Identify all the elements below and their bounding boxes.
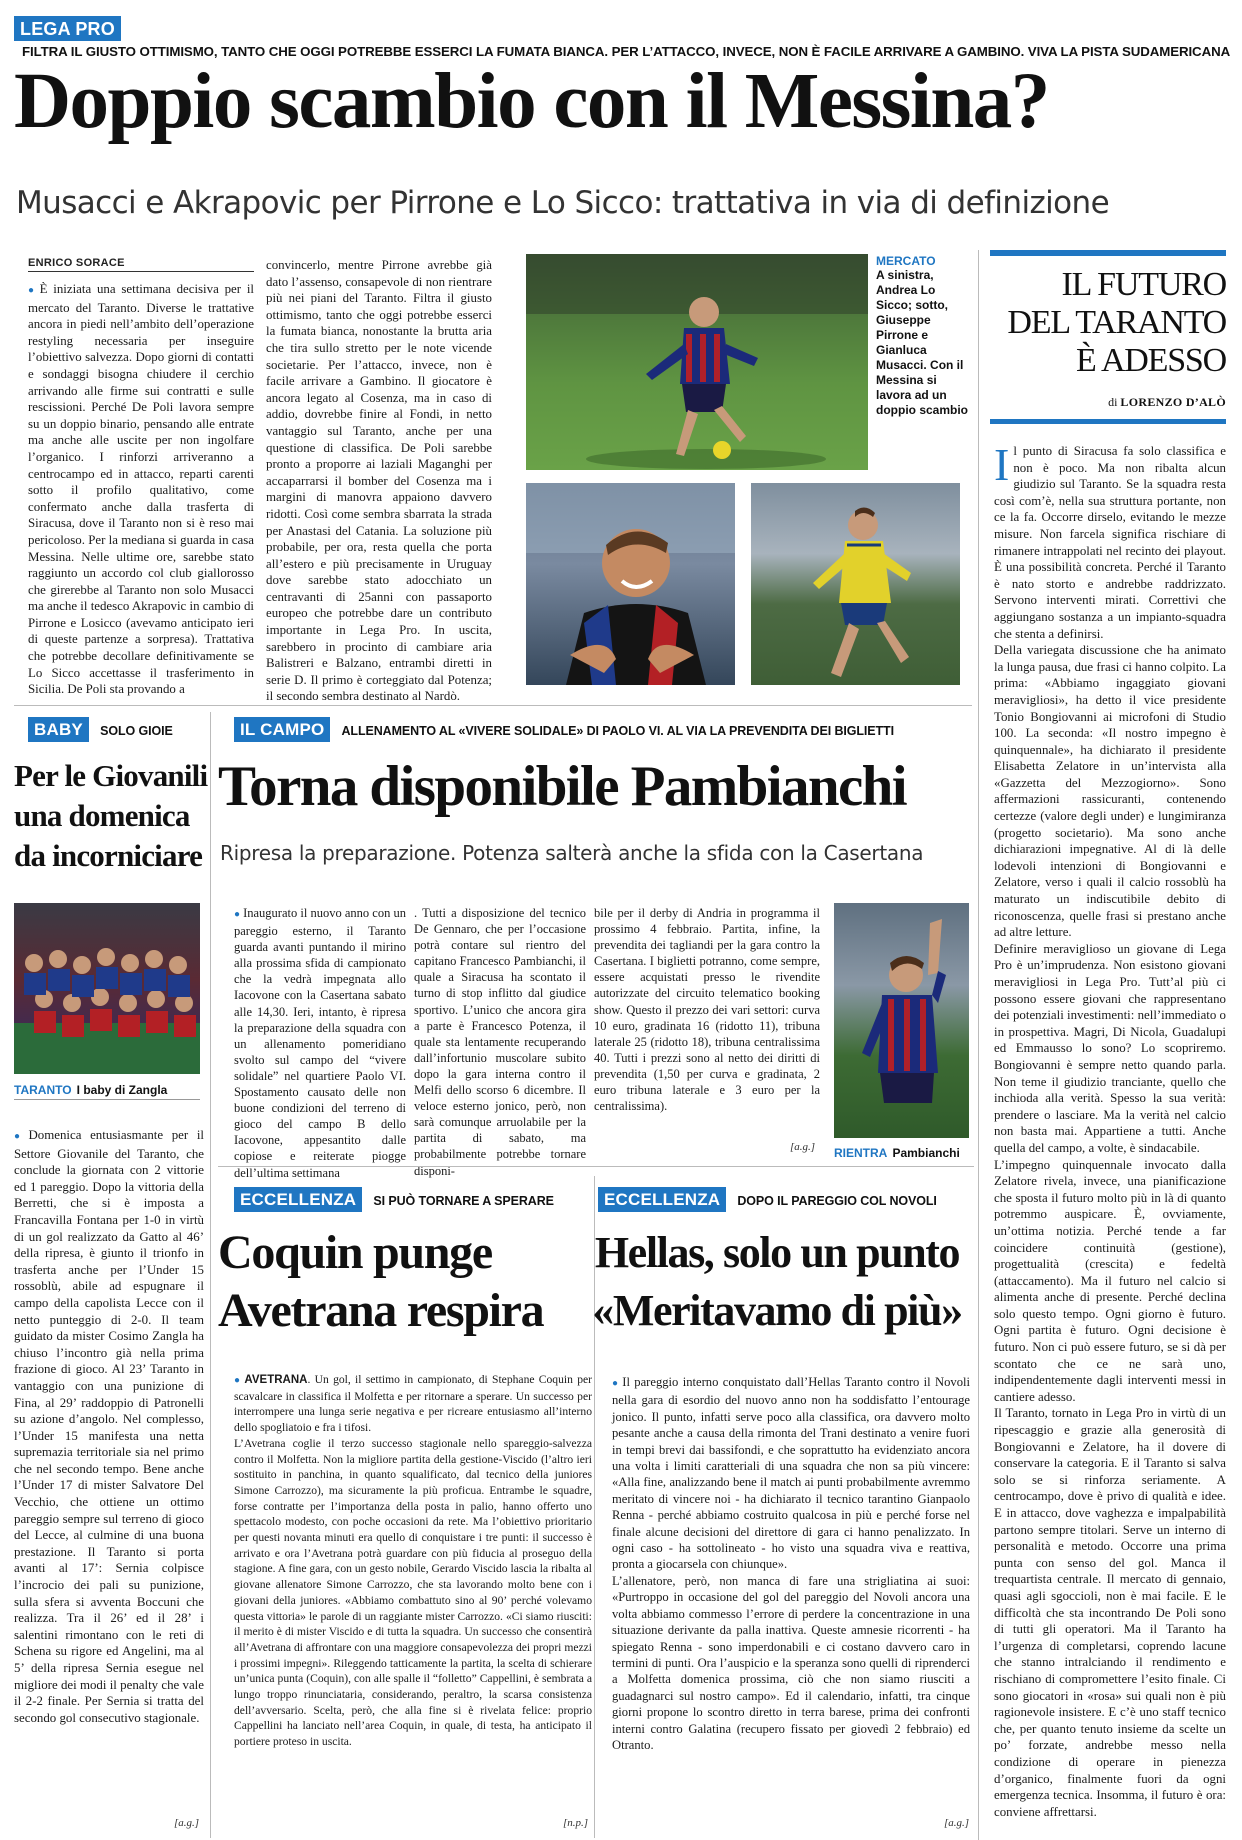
campo-subheadline: Ripresa la preparazione. Potenza salterà anche la sfida con la Casertana	[220, 841, 924, 865]
coquin-kicker: SI PUÒ TORNARE A SPERARE	[373, 1194, 554, 1208]
hellas-body: ● Il pareggio interno conquistato dall’Hellas Taranto contro il Novoli nella gara di esordio del nuovo anno non ha soddisfatto l’entourage jonico. Il punto, infatti serve poco alla classifica, ora davvero molto pesante anche a causa della rimonta del Trani destinato a venire fuori in tempi brevi dai bassifondi, e che soprattutto ha evidenziato ancora una volta i limiti caratteriali di una squadra che non sa più vincere: «Alla fine, analizzando bene il match ai punti probabilmente avremmo meritato di vincere noi - ha dichiarato il tecnico tarantino Gianpaolo Renna - perché abbiamo costruito qualcosa in più e perché forse nel finale alcune decisioni del direttore di gara ci hanno penalizzato. In ogni caso - ha sottolineato - ho visto una squadra viva e reattiva, pronta a giocarsela con chiunque». L’allenatore, però, non manca di fare una strigliatina ai suoi: «Purtroppo in occasione del gol del pareggio del Novoli ancora una volta abbiamo commesso l’errore di perdere la concentrazione in una situazione derivante da palla inattiva. Queste amnesie ricorrenti - ha spiegato Renna - sono imperdonabili e ci costano davvero caro in termini di punti. Ora l’auspicio e la speranza sono quelli di riprenderci a Molfetta domenica prossima, ciò che non siamo riusciti a guadagnarci sul nostro campo». Ed il calendario, infatti, tra cinque giorni propone lo scontro diretto in terra barese, prima dei confronti interni contro Galatina (recupero fissato per giovedì 2 febbraio) ed Otranto.	[612, 1375, 970, 1752]
pambianchi-caption: RIENTRA Pambianchi	[834, 1146, 960, 1160]
section-rule	[14, 705, 972, 706]
photo-baby-team	[14, 903, 200, 1074]
top-col-2: convincerlo, mentre Pirrone avrebbe già dato l’assenso, consapevole di non rientrare più nei piani del Taranto. Filtra il giusto ottimismo, tanto che oggi potrebbe esserci la fumata bianca, nonostante la brutta aria che tira sullo stretto per le note vicende societarie. Per l’attacco, invece, non è facile arrivare a Gambino. Il giocatore è ancora legato al Cosenza, ma in caso di addio, dovrebbe finire al Fondi, in netto vantaggio sul Taranto, anche per una questione di classifica. De Poli sarebbe pronto a proporre ai laziali Maganghi per accaparrarsi il bomber del Cosenza ma i margini di manovra appaiono davvero ridotti. Così come sembra sbarrata la strada per Anastasi del Catania. La soluzione più probabile, per ora, resta quella che porta all’estero e più precisamente in Uruguay dove sarebbe stato adocchiato un centravanti di 25anni con passaporto europeo che potrebbe dare un contributo importante in Lega Pro. In uscita, sarebbero in procinto di cambiare aria Balistreri e Balzano, entrambi diretti in serie D. Il primo è corteggiato dal Potenza; il secondo sembra destinato al Nardò.	[266, 258, 492, 704]
photo-musacci	[751, 483, 960, 685]
main-subheadline: Musacci e Akrapovic per Pirrone e Lo Sicco: trattativa in via di definizione	[16, 185, 1110, 221]
coquin-badge: ECCELLENZA	[234, 1187, 362, 1212]
byline: ENRICO SORACE	[28, 257, 125, 269]
coquin-signature: [n.p.]	[563, 1817, 589, 1829]
bullet-icon: ●	[612, 1378, 620, 1389]
baby-rule	[14, 1099, 200, 1100]
hellas-headline: Hellas, solo un punto «Meritavamo di più»	[592, 1228, 962, 1335]
campo-headline: Torna disponibile Pambianchi	[218, 755, 906, 818]
campo-kicker-row	[234, 717, 974, 742]
campo-col-1: ● Inaugurato il nuovo anno con un pareggio esterno, il Taranto guarda avanti puntando il mirino alla prossima sfida di campionato che la vedrà impegnata allo Iacovone con la Casertana sabato alle 14,30. Ieri, intanto, è ripresa la preparazione della squadra con un allenamento pomeridiano svolto sul campo del “vivere solidale” nel quartiere Paolo VI. Spostamento causato delle non buone condizioni del terreno di gioco del campo B dello Iacovone, appesantito dalle copiose e reiterate piogge dell’ultima settimana	[234, 906, 407, 1180]
coquin-kicker-row	[234, 1187, 594, 1212]
bullet-icon: ●	[234, 1375, 242, 1386]
top-col-1: ● È iniziata una settimana decisiva per il mercato del Taranto. Diverse le trattative ancora in piedi nell’ambito dell’operazione restyling necessaria per inseguire l’obiettivo salvezza. Dopo giorni di contatti e sondaggi bisogna chiudere il cerchio arrivando alle firme sui contratti e sulle rescissioni. Perché De Poli lavora sempre su un doppio binario, pensando alle entrate ma anche alle uscite per non ingolfare l’organico. I rinforzi arriveranno a centrocampo ed in attacco, reparti carenti sotto il profilo qualitativo, come confermato anche dalla trasferta di Siracusa, dove il Taranto non si è reso mai pericoloso. Per la mediana si guarda in casa Messina. Nelle ultime ore, sarebbe stato raggiunto un accordo col club giallorosso che girerebbe al Taranto non solo Musacci ma anche il tedesco Akrapovic in cambio di Pirrone e Losicco (avevamo anticipato ieri di queste partenze a sorpresa). Trattativa che potrebbe decollare definitivamente se Lo Sicco accettasse il trasferimento in Sicilia. De Poli sta provando a	[28, 282, 254, 697]
bullet-icon: ●	[28, 285, 37, 296]
hellas-badge: ECCELLENZA	[598, 1187, 726, 1212]
baby-headline: Per le Giovanili una domenica da incorniciare	[14, 758, 208, 873]
editorial-top-bar	[990, 250, 1226, 256]
dropcap: I	[994, 439, 1010, 490]
bullet-icon: ●	[14, 1131, 26, 1142]
campo-col-2: . Tutti a disposizione del tecnico De Gennaro, che per l’occasione potrà contare sul rientro del capitano Francesco Pambianchi, il quale a Siracusa ha scontato il turno di stop inflitto dal giudice sportivo. L’unico che ancora gira a parte è Francesco Potenza, il quale sta lentamente recuperando dall’infortunio muscolare subito dopo la gara interna contro il Melfi dello scorso 6 dicembre. Il veloce esterno jonico, però, non sarà comunque arruolabile per la partita di sabato, ma probabilmente potrebbe tornare disponi-	[414, 906, 586, 1178]
bullet-icon: ●	[234, 909, 241, 920]
photo-caption-mercato	[876, 254, 974, 474]
byline-rule	[28, 271, 254, 272]
column-rule-left	[210, 712, 211, 1838]
hellas-signature: [a.g.]	[944, 1817, 970, 1829]
caption-label: MERCATO	[876, 254, 936, 268]
editorial-byline: di LORENZO D’ALÒ	[1108, 395, 1226, 409]
photo-pambianchi	[834, 903, 969, 1138]
kicker: FILTRA IL GIUSTO OTTIMISMO, TANTO CHE OGGI POTREBBE ESSERCI LA FUMATA BIANCA. PER L’ATTACCO, INVECE, NON È FACILE ARRIVARE A GAMBINO. VIVA LA PISTA SUDAMERICANA	[22, 44, 1231, 59]
coquin-headline: Coquin punge Avetrana respira	[218, 1226, 544, 1337]
campo-kicker: ALLENAMENTO AL «VIVERE SOLIDALE» DI PAOLO VI. AL VIA LA PREVENDITA DEI BIGLIETTI	[341, 724, 894, 738]
baby-photo-caption: TARANTO I baby di Zangla	[14, 1083, 168, 1097]
main-headline: Doppio scambio con il Messina?	[14, 58, 1049, 145]
hellas-kicker-row	[598, 1187, 974, 1212]
editorial-title: IL FUTURO DEL TARANTO È ADESSO	[1007, 266, 1226, 379]
photo-pirrone	[526, 483, 735, 685]
coquin-body: ● AVETRANA. Un gol, il settimo in campionato, di Stephane Coquin per scavalcare in classifica il Molfetta e per ritornare a sperare. Un successo per interrompere una lunga serie negativa e per ricreare entusiasmo all’interno dello spogliatoio e fra i tifosi. L’Avetrana coglie il terzo successo stagionale nello spareggio-salvezza contro il Molfetta. Non la migliore partita della gestione-Viscido (l’altro ieri sostituito in panchina, in quanto squalificato, dal tecnico della juniores Simone Carrozzo), ma sicuramente la più proficua. Entrambe le squadre, forse contratte per l’importanza della posta in palio, hanno offerto uno spettacolo modesto, con poche occasioni da rete. Ma l’obiettivo prioritario per questi novanta minuti era quello di conquistare i tre punti: il successo è arrivato e ora l’Avetrana potrà guardare con più fiducia al proseguo della stagione. A fine gara, con un gesto nobile, Gerardo Viscido lascia la ribalta al giovane allenatore Simone Carrozzo, che sta lavorando molto bene con i giovani della juniores. «Abbiamo combattuto sino al 90’ perché volevamo questa vittoria» le parole di un raggiante mister Carrozzo. «Ci siamo riusciti: il merito è di mister Viscido e di tutta la squadra. Un successo che consentirà all’Avetrana di affrontare con una maggiore consapevolezza dei propri mezzi i prossimi impegni». Rileggendo tatticamente la partita, la scelta di schierare un’unica punta (Coquin), con alle spalle il “folletto” Cappellini, è sembrata a lungo troppo rinunciataria, considerando, peraltro, la scarsa consistenza dell’avversario. Scelta, però, che alla fine si è rivelata felice: proprio Cappellini ha lanciato nell’area Coquin, in quale, di testa, ha anticipato il portiere proteso in uscita.	[234, 1373, 592, 1749]
baby-badge: BABY	[28, 717, 89, 742]
caption-text: A sinistra, Andrea Lo Sicco; sotto, Giuseppe Pirrone e Gianluca Musacci. Con il Messina si lavora ad un doppio scambio	[876, 268, 969, 417]
baby-kicker: SOLO GIOIE	[100, 724, 173, 738]
baby-body: ● Domenica entusiasmante per il Settore Giovanile del Taranto, che conclude la giornata con 2 vittorie ed 1 pareggio. Dopo la vittoria della Berretti, che si è imposta a Francavilla Fontana per 1-0 in virtù di un gol realizzato da Gatto al 46’ della ripresa, è giunto il trionfo in trasferta anche per l’Under 15 rossoblù, abile ad espugnare il campo della capolista Lecce con il netto punteggio di 2-0. Il team guidato da mister Cosimo Zangla ha chiuso l’incontro già nella prima frazione di gioco. Al 23’ Taranto in vantaggio con una punizione di Fina, al 29’ raddoppio di Patronelli su azione d’angolo. Nel complesso, l’Under 15 manifesta una netta supremazia territoriale sia nel primo che nel secondo tempo. Bene anche l’Under 17 di mister Salvatore Del Vecchio, che ottiene un ottimo pareggio sempre sul terreno di gioco del Lecce, al culmine di una buona prestazione. Il Taranto si porta avanti al 17’: Sernia colpisce l’incrocio dei pali su punizione, sulla sfera si avventa Boccuni che realizza. Tra il 26’ ed il 28’ i salentini rimontano con le reti di Schena su rigore ed Angelini, ma al 5’ della ripresa Sernia esegue nel migliore dei modi il penalty che vale il 2-2 finale. Per Sernia si tratta del secondo gol consecutivo stagionale.	[14, 1128, 204, 1725]
editorial-bottom-bar	[990, 419, 1226, 424]
baby-signature: [a.g.]	[174, 1817, 200, 1829]
section-badge: LEGA PRO	[14, 16, 121, 41]
top-kicker-row	[14, 16, 1234, 59]
hellas-kicker: DOPO IL PAREGGIO COL NOVOLI	[737, 1194, 937, 1208]
section-rule-2	[218, 1166, 974, 1167]
campo-signature: [a.g.]	[790, 1141, 816, 1153]
column-rule	[978, 250, 979, 1840]
campo-col-3: bile per il derby di Andria in programma il prossimo 4 febbraio. Partita, infine, la prevendita dei tagliandi per la gara contro la Casertana. I biglietti potranno, come sempre, essere acquistati presso le rivendite autorizzate del circuito telematico booking show. Questo il prezzo dei vari settori: curva 10 euro, gradinata 16 (ridotto 11), tribuna laterale 25 (ridotto 18), tribuna centralissima 40. Tutti i prezzi sono al netto dei diritti di prevendita (1,50 per curva e gradinata, 2 euro tribuna laterale e 3 euro per la centralissima).	[594, 906, 820, 1114]
photo-lo-sicco	[526, 254, 868, 470]
editorial-body: Il punto di Siracusa fa solo classifica e non è poco. Ma non ribalta alcun giudizio sul Taranto. Se la squadra resta così com’è, nella sua struttura portante, non ce la fa. Occorre dirselo, evitando le mezze misure. Non farcela significa rischiare di rimanere intrappolati nel recinto dei playout. È una possibilità concreta. Perché il Taranto è nato storto e andrebbe raddrizzato. Servono interventi mirati. Correttivi che aggiungano sostanza a un impianto-squadra che stenta a definirsi. Della variegata discussione che ha animato la lunga pausa, due frasi ci hanno colpito. La prima: «Abbiamo ingaggiato giovani meravigliosi», ha detto il vice presidente Tonio Bongiovanni ai microfoni di Studio 100. La seconda: «Il nostro impegno è quinquennale», ha dichiarato il presidente Elisabetta Zelatore in un’intervista alla «Gazzetta del Mezzogiorno». Sono affermazioni rassicuranti, contenendo certezze (valore degli under) e lungimiranza (progetto societario). Ma sono anche dichiarazioni impegnative. Al di là delle lodevoli intenzioni di Bongiovanni e Zelatore, verso i quali il calcio rossoblù ha maturato un indiscutibile debito di riconoscenza, quelle frasi si prestano anche ad altre letture. Definire meraviglioso un giovane di Lega Pro è un’imprudenza. Non esistono giovani meravigliosi in Lega Pro. Tutt’al più ci possono essere giovani che rappresentano dei potenziali investimenti: nell’immediato o in prospettiva. Magri, Di Nicola, Guadalupi ed Emmausso lo sono? Lo scopriremo. Bongiovanni è sempre netto quando parla. Non teme il giudizio tranciante, quello che inchioda alla verità. Spesso la sua verità: prendere o lasciare. Ma la verità nel calcio non basta mai. Appartiene a tutti. Anche quella del campo, a volte, è sindacabile. L’impegno quinquennale invocato dalla Zelatore rivela, invece, una pianificazione che sposta il futuro molto più in là di quanto potremmo auspicare. È, ovviamente, un’ottima notizia. Perché tende a far coincidere continuità (gestione), progettualità (crescita) e fedeltà (attaccamento). Ma il futuro nel calcio si alimenta anche di presente. Perché declina solo questo tempo. Ogni giorno è futuro. Ogni partita è futuro. Ogni decisione è futuro. Non ci può essere futuro, se si dà per scontato che ce ne sarà uno, indipendentemente dagli interventi messi in cantiere adesso. Il Taranto, tornato in Lega Pro in virtù di un ripescaggio e grazie alla generosità di Bongiovanni e Zelatore, ha il dovere di conservare la categoria. E il Taranto si salva solo se si rinforza seriamente. A centrocampo, dove è privo di qualità e idee. E in attacco, dove vaghezza e impalpabilità partono sempre titolari. Serve un interno di personalità e metodo. Occorre una prima punta con senso del gol. Manca il trequartista centrale. Il mercato di gennaio, quasi agli sgoccioli, non è mai facile. E le difficoltà che sta incontrando De Poli sono di tutti gli operatori. Ma il Taranto ha l’urgenza di completarsi, coprendo lacune che stanno intralciando il rendimento e rischiano di compromettere l’esito finale. Ci sono giocatori in «rosa» sui quali non è più ragionevole insistere. E c’è uno staff tecnico che, per quanto tenuto insieme da scelte un po’ forzate, andrebbe messo nella condizione di operare in pienezza d’organico, finalmente fuori da ogni emergenza tecnica. Insomma, il futuro è ora: conviene affrettarsi.	[994, 439, 1226, 1819]
baby-kicker-row	[28, 717, 228, 742]
campo-badge: IL CAMPO	[234, 717, 330, 742]
